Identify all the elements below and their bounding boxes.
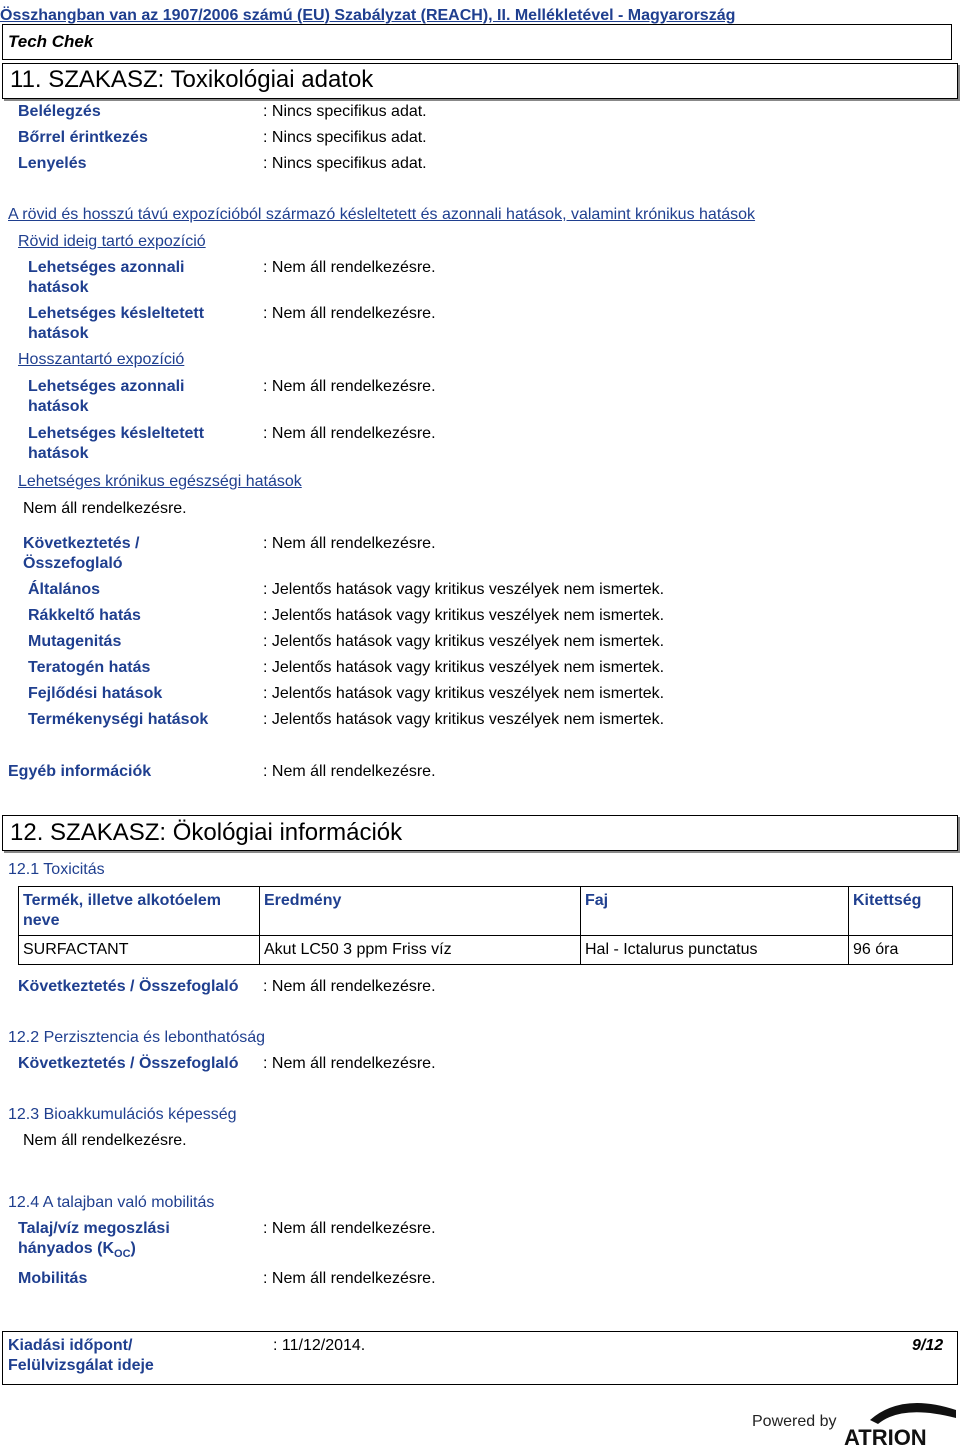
conclusion-label: Következtetés / Összefoglaló (23, 535, 140, 572)
effect-label: Teratogén hatás (28, 659, 151, 676)
atrion-logo (752, 1398, 958, 1446)
column-header: Kitettség (849, 887, 953, 936)
logo-powered-text: Powered by (752, 1413, 837, 1430)
column-header: Faj (581, 887, 849, 936)
route-label: Lenyelés (18, 155, 87, 172)
persistence-conclusion-value: : Nem áll rendelkezésre. (263, 1055, 436, 1072)
bioaccumulation-heading: 12.3 Bioakkumulációs képesség (8, 1106, 237, 1123)
table-cell: 96 óra (849, 936, 953, 965)
conclusion-value: : Nem áll rendelkezésre. (263, 535, 436, 552)
effects-heading: A rövid és hosszú távú expozícióból származó késleltetett és azonnali hatások, valamint krónikus hatások (8, 206, 756, 223)
table-header-row (19, 887, 953, 936)
short-delayed-label: Lehetséges késleltetett hatások (28, 305, 205, 342)
long-delayed-label: Lehetséges késleltetett hatások (28, 425, 205, 462)
effect-label: Mutagenitás (28, 633, 122, 650)
product-name-box (2, 24, 952, 60)
persistence-conclusion-label: Következtetés / Összefoglaló (18, 1055, 239, 1072)
route-label: Belélegzés (18, 103, 101, 120)
persistence-heading: 12.2 Perzisztencia és lebonthatóság (8, 1029, 266, 1046)
short-immediate-value: : Nem áll rendelkezésre. (263, 259, 436, 276)
effect-label: Termékenységi hatások (28, 711, 209, 728)
route-value: : Nincs specifikus adat. (263, 155, 427, 172)
koc-label: Talaj/víz megoszlási hányados $(K_{OC})$ (18, 1220, 170, 1261)
table-row (19, 936, 953, 965)
effect-value: : Jelentős hatások vagy kritikus veszélyek nem ismertek. (263, 607, 665, 624)
long-immediate-value: : Nem áll rendelkezésre. (263, 378, 436, 395)
page-number: 9/12 (912, 1337, 944, 1354)
effect-value: : Jelentős hatások vagy kritikus veszélyek nem ismertek. (263, 659, 665, 676)
koc-value: : Nem áll rendelkezésre. (263, 1220, 436, 1237)
toxicity-table (18, 886, 953, 965)
long-term-heading: Hosszantartó expozíció (18, 351, 185, 368)
effect-value: : Jelentős hatások vagy kritikus veszélyek nem ismertek. (263, 581, 665, 598)
logo-swoosh-icon (870, 1403, 956, 1424)
document-header: Összhangban van az 1907/2006 számú (EU) Szabályzat (REACH), II. Mellékletével - Magyarország (0, 7, 736, 24)
chronic-heading: Lehetséges krónikus egészségi hatások (18, 473, 302, 490)
short-delayed-value: : Nem áll rendelkezésre. (263, 305, 436, 322)
short-immediate-label: Lehetséges azonnali hatások (28, 259, 185, 296)
route-label: Bőrrel érintkezés (18, 129, 148, 146)
toxicity-heading: 12.1 Toxicitás (8, 861, 105, 878)
section-12-title: 12. SZAKASZ: Ökológiai információk (10, 819, 403, 846)
table-cell: Akut LC50 3 ppm Friss víz (260, 936, 581, 965)
other-info-value: : Nem áll rendelkezésre. (263, 763, 436, 780)
effect-label: Általános (28, 581, 101, 598)
toxicity-conclusion-value: : Nem áll rendelkezésre. (263, 978, 436, 995)
short-term-heading: Rövid ideig tartó expozíció (18, 233, 206, 250)
footer-date-value: : 11/12/2014. (273, 1337, 366, 1354)
route-value: : Nincs specifikus adat. (263, 103, 427, 120)
logo-brand-text: ATRION (844, 1425, 927, 1446)
route-value: : Nincs specifikus adat. (263, 129, 427, 146)
effect-value: : Jelentős hatások vagy kritikus veszélyek nem ismertek. (263, 633, 665, 650)
other-info-label: Egyéb információk (8, 763, 152, 780)
mobility-label: Mobilitás (18, 1270, 88, 1287)
table-cell: Hal - Ictalurus punctatus (581, 936, 849, 965)
chronic-value: Nem áll rendelkezésre. (23, 500, 187, 517)
effect-value: : Jelentős hatások vagy kritikus veszélyek nem ismertek. (263, 711, 665, 728)
effect-label: Rákkeltő hatás (28, 607, 141, 624)
mobility-value: : Nem áll rendelkezésre. (263, 1270, 436, 1287)
column-header: Eredmény (260, 887, 581, 936)
long-immediate-label: Lehetséges azonnali hatások (28, 378, 185, 415)
effect-value: : Jelentős hatások vagy kritikus veszélyek nem ismertek. (263, 685, 665, 702)
effect-label: Fejlődési hatások (28, 685, 163, 702)
section-11-title: 11. SZAKASZ: Toxikológiai adatok (10, 66, 374, 93)
column-header: Termék, illetve alkotóelem neve (19, 887, 260, 936)
toxicity-conclusion-label: Következtetés / Összefoglaló (18, 978, 239, 995)
footer-date-label: Kiadási időpont/ Felülvizsgálat ideje (8, 1337, 154, 1374)
bioaccumulation-value: Nem áll rendelkezésre. (23, 1132, 187, 1149)
table-cell: SURFACTANT (19, 936, 260, 965)
mobility-heading: 12.4 A talajban való mobilitás (8, 1194, 215, 1211)
long-delayed-value: : Nem áll rendelkezésre. (263, 425, 436, 442)
product-name: Tech Chek (8, 32, 94, 51)
